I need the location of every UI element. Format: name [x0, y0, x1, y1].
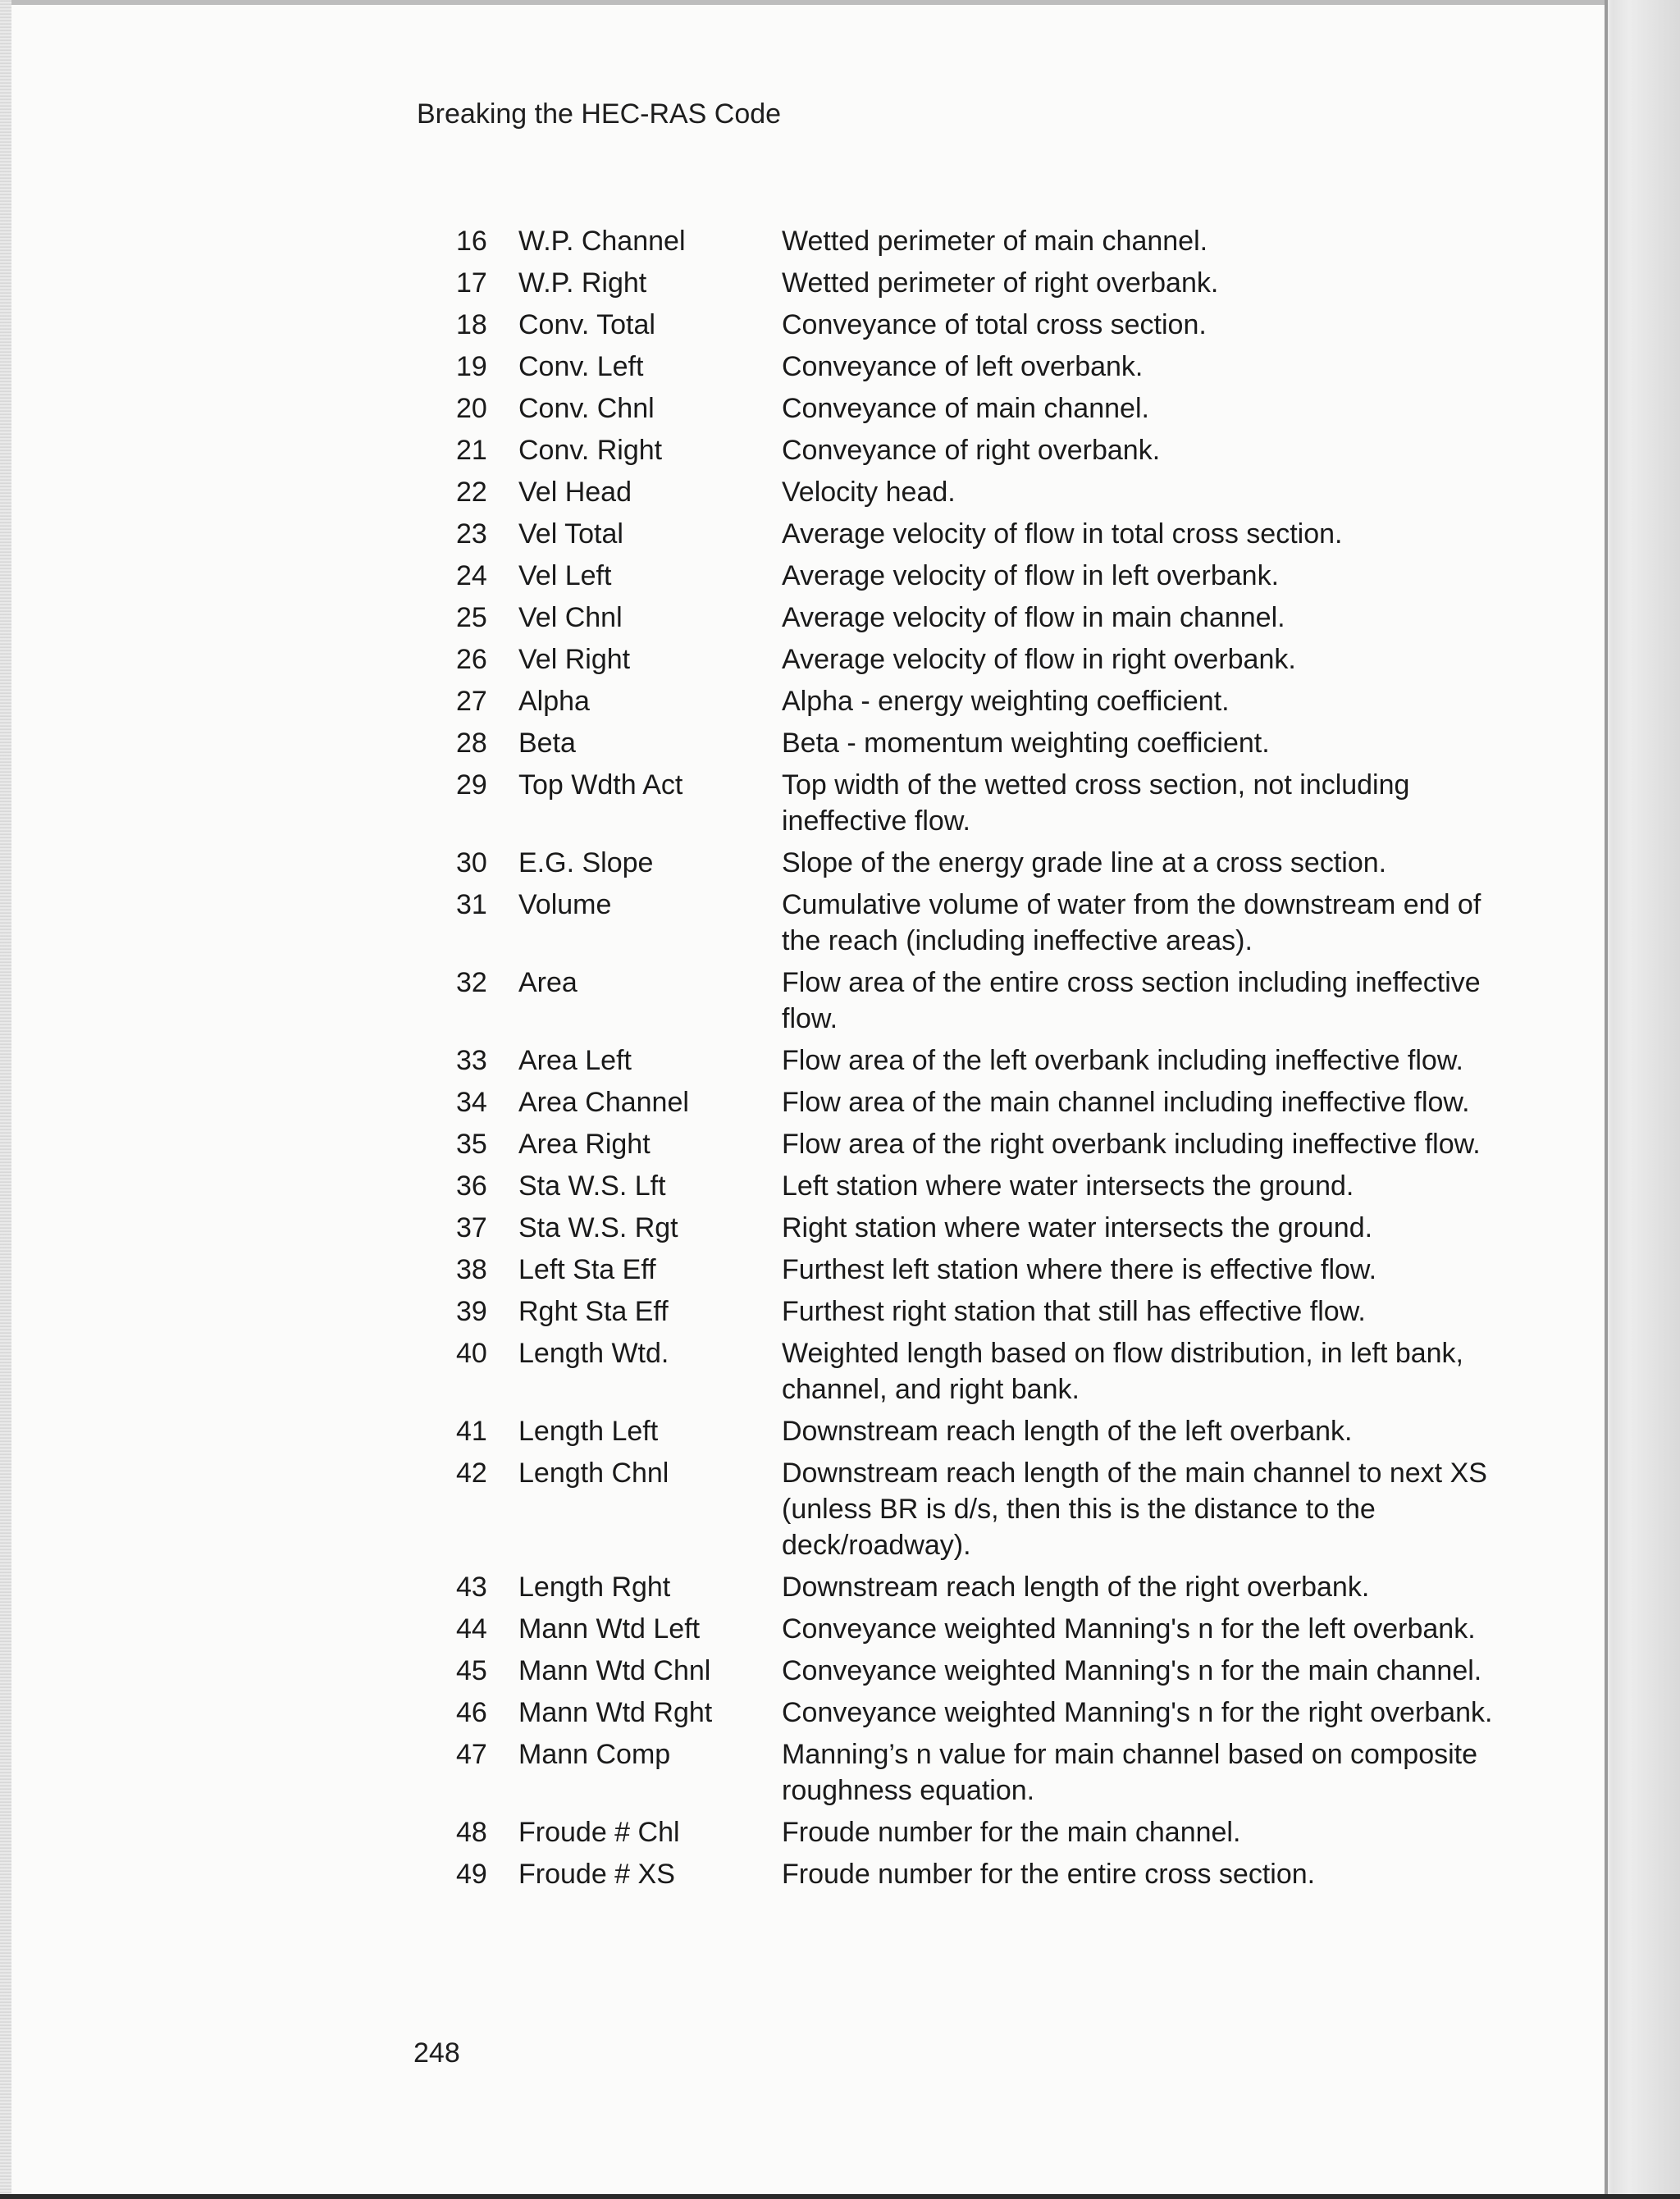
entry-term: Area Left	[518, 1045, 632, 1076]
entry-description: Left station where water intersects the ground.	[782, 1170, 1354, 1202]
entry-term: Vel Left	[518, 560, 612, 591]
glossary-row	[0, 1252, 1680, 1293]
entry-term: Top Wdth Act	[518, 769, 683, 801]
entry-description: Downstream reach length of the left overbank.	[782, 1416, 1353, 1447]
glossary-row	[0, 558, 1680, 600]
entry-term: Conv. Chnl	[518, 393, 655, 424]
entry-description: Conveyance of total cross section.	[782, 309, 1207, 340]
entry-number: 38	[456, 1254, 487, 1285]
entry-description: Velocity head.	[782, 477, 956, 508]
glossary-row	[0, 1126, 1680, 1168]
glossary-row	[0, 1168, 1680, 1210]
entry-term: Froude # Chl	[518, 1817, 680, 1848]
entry-term: Froude # XS	[518, 1859, 675, 1890]
glossary-row	[0, 1653, 1680, 1695]
page-number: 248	[413, 2037, 460, 2069]
entry-term: Mann Wtd Chnl	[518, 1655, 711, 1686]
entry-term: Vel Right	[518, 644, 631, 675]
entry-description: Froude number for the entire cross section.	[782, 1859, 1316, 1890]
entry-number: 32	[456, 967, 487, 998]
entry-term: Area	[518, 967, 578, 998]
entry-term: Length Chnl	[518, 1458, 669, 1489]
entry-term: Beta	[518, 728, 576, 759]
entry-term: Length Left	[518, 1416, 659, 1447]
entry-description: Conveyance weighted Manning's n for the right overbank.	[782, 1697, 1493, 1728]
glossary-row	[0, 725, 1680, 767]
entry-description: Flow area of the entire cross section including ineffective flow.	[782, 967, 1481, 1034]
entry-term: Rght Sta Eff	[518, 1296, 669, 1327]
entry-description: Cumulative volume of water from the downstream end of the reach (including ineffective areas).	[782, 889, 1481, 956]
glossary-row	[0, 307, 1680, 349]
entry-number: 24	[456, 560, 487, 591]
entry-number: 17	[456, 267, 487, 299]
entry-number: 31	[456, 889, 487, 920]
glossary-row	[0, 349, 1680, 390]
entry-description: Wetted perimeter of main channel.	[782, 226, 1208, 257]
entry-number: 47	[456, 1739, 487, 1770]
entry-term: Length Rght	[518, 1572, 671, 1603]
glossary-row	[0, 1413, 1680, 1455]
entry-number: 23	[456, 518, 487, 550]
entry-number: 43	[456, 1572, 487, 1603]
glossary-row	[0, 1293, 1680, 1335]
glossary-row	[0, 223, 1680, 265]
entry-description: Conveyance of right overbank.	[782, 435, 1161, 466]
entry-term: Vel Head	[518, 477, 632, 508]
entry-description: Slope of the energy grade line at a cross section.	[782, 847, 1387, 878]
entry-description: Top width of the wetted cross section, not including ineffective flow.	[782, 769, 1410, 837]
glossary-row	[0, 767, 1680, 845]
entry-description: Flow area of the main channel including ineffective flow.	[782, 1087, 1470, 1118]
entry-description: Average velocity of flow in right overbank.	[782, 644, 1296, 675]
entry-number: 36	[456, 1170, 487, 1202]
entry-description: Furthest right station that still has effective flow.	[782, 1296, 1366, 1327]
entry-description: Manning’s n value for main channel based on composite roughness equation.	[782, 1739, 1478, 1806]
entry-description: Average velocity of flow in main channel.	[782, 602, 1285, 633]
entry-term: Mann Wtd Rght	[518, 1697, 713, 1728]
entry-number: 20	[456, 393, 487, 424]
glossary-row	[0, 641, 1680, 683]
entry-number: 33	[456, 1045, 487, 1076]
entry-description: Flow area of the left overbank including ineffective flow.	[782, 1045, 1463, 1076]
entry-number: 40	[456, 1338, 487, 1369]
entry-number: 45	[456, 1655, 487, 1686]
scan-edge-top	[0, 0, 1680, 5]
entry-description: Conveyance of left overbank.	[782, 351, 1144, 382]
glossary-row	[0, 432, 1680, 474]
entry-description: Right station where water intersects the ground.	[782, 1212, 1373, 1243]
entry-number: 16	[456, 226, 487, 257]
entry-description: Conveyance weighted Manning's n for the main channel.	[782, 1655, 1482, 1686]
entry-number: 18	[456, 309, 487, 340]
entry-term: Area Channel	[518, 1087, 689, 1118]
entry-number: 49	[456, 1859, 487, 1890]
entry-number: 27	[456, 686, 487, 717]
entry-term: Area Right	[518, 1129, 651, 1160]
entry-term: Vel Total	[518, 518, 623, 550]
glossary-row	[0, 474, 1680, 516]
glossary-row	[0, 965, 1680, 1042]
entry-number: 28	[456, 728, 487, 759]
entry-number: 26	[456, 644, 487, 675]
entry-description: Downstream reach length of the main channel to next XS (unless BR is d/s, then this is the distance to the deck/roadway).	[782, 1458, 1487, 1561]
entry-description: Beta - momentum weighting coefficient.	[782, 728, 1270, 759]
running-header: Breaking the HEC-RAS Code	[417, 98, 782, 130]
entry-description: Average velocity of flow in left overbank.	[782, 560, 1280, 591]
entry-term: Volume	[518, 889, 612, 920]
glossary-row	[0, 1084, 1680, 1126]
glossary-list	[0, 223, 1680, 1898]
entry-number: 25	[456, 602, 487, 633]
entry-term: W.P. Right	[518, 267, 647, 299]
entry-number: 34	[456, 1087, 487, 1118]
glossary-row	[0, 265, 1680, 307]
entry-number: 29	[456, 769, 487, 801]
entry-number: 42	[456, 1458, 487, 1489]
entry-number: 41	[456, 1416, 487, 1447]
entry-description: Flow area of the right overbank including ineffective flow.	[782, 1129, 1481, 1160]
entry-number: 22	[456, 477, 487, 508]
entry-number: 21	[456, 435, 487, 466]
entry-description: Wetted perimeter of right overbank.	[782, 267, 1219, 299]
entry-description: Average velocity of flow in total cross section.	[782, 518, 1343, 550]
entry-number: 48	[456, 1817, 487, 1848]
entry-description: Alpha - energy weighting coefficient.	[782, 686, 1230, 717]
entry-number: 19	[456, 351, 487, 382]
entry-term: Sta W.S. Lft	[518, 1170, 666, 1202]
entry-term: Left Sta Eff	[518, 1254, 656, 1285]
entry-description: Conveyance weighted Manning's n for the left overbank.	[782, 1613, 1476, 1645]
glossary-row	[0, 1210, 1680, 1252]
glossary-row	[0, 1856, 1680, 1898]
glossary-row	[0, 887, 1680, 965]
glossary-row	[0, 390, 1680, 432]
entry-number: 37	[456, 1212, 487, 1243]
glossary-row	[0, 1695, 1680, 1736]
entry-number: 44	[456, 1613, 487, 1645]
entry-term: Conv. Left	[518, 351, 644, 382]
glossary-row	[0, 683, 1680, 725]
entry-term: Alpha	[518, 686, 590, 717]
entry-term: Length Wtd.	[518, 1338, 669, 1369]
entry-number: 35	[456, 1129, 487, 1160]
entry-term: Mann Comp	[518, 1739, 671, 1770]
glossary-row	[0, 1569, 1680, 1611]
glossary-row	[0, 845, 1680, 887]
glossary-row	[0, 1042, 1680, 1084]
glossary-row	[0, 1736, 1680, 1814]
entry-number: 30	[456, 847, 487, 878]
glossary-row	[0, 1335, 1680, 1413]
glossary-row	[0, 1611, 1680, 1653]
entry-number: 39	[456, 1296, 487, 1327]
glossary-row	[0, 516, 1680, 558]
entry-term: E.G. Slope	[518, 847, 654, 878]
entry-term: Conv. Total	[518, 309, 655, 340]
entry-description: Furthest left station where there is effective flow.	[782, 1254, 1377, 1285]
entry-term: Sta W.S. Rgt	[518, 1212, 678, 1243]
entry-term: W.P. Channel	[518, 226, 686, 257]
glossary-row	[0, 1455, 1680, 1569]
entry-number: 46	[456, 1697, 487, 1728]
glossary-row	[0, 600, 1680, 641]
entry-description: Downstream reach length of the right overbank.	[782, 1572, 1370, 1603]
glossary-row	[0, 1814, 1680, 1856]
entry-term: Conv. Right	[518, 435, 663, 466]
entry-description: Froude number for the main channel.	[782, 1817, 1241, 1848]
entry-description: Weighted length based on flow distribution, in left bank, channel, and right bank.	[782, 1338, 1464, 1405]
entry-term: Mann Wtd Left	[518, 1613, 701, 1645]
scan-edge-bottom	[0, 2194, 1680, 2199]
entry-term: Vel Chnl	[518, 602, 623, 633]
entry-description: Conveyance of main channel.	[782, 393, 1149, 424]
